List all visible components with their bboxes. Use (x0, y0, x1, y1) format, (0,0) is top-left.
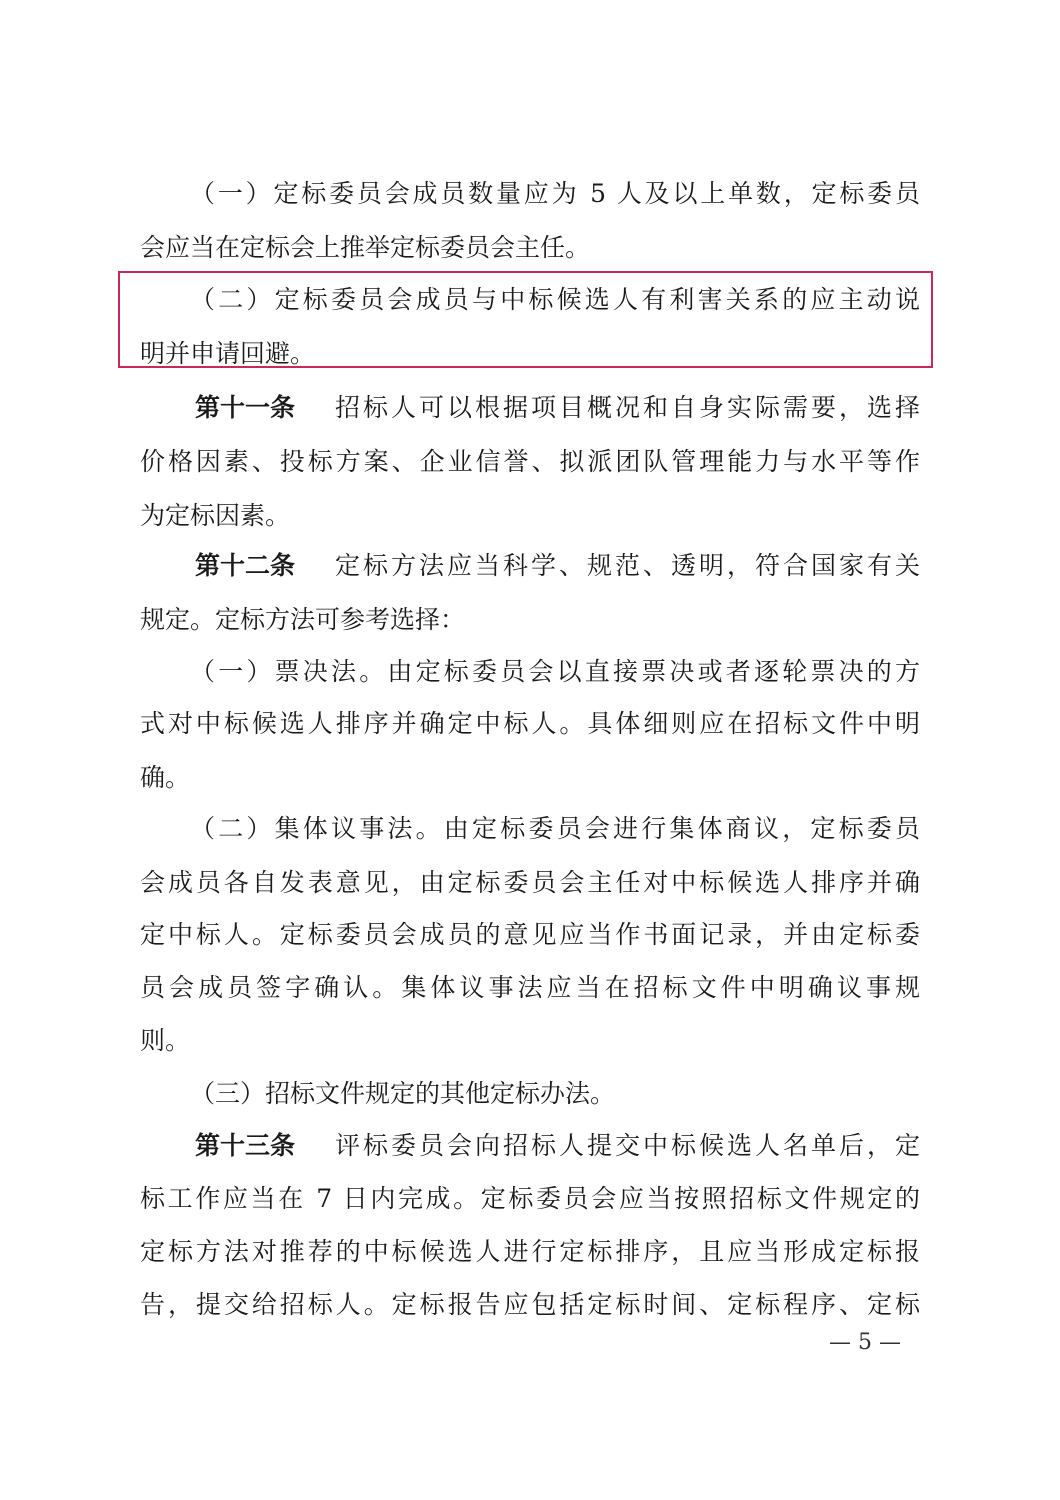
paragraph-line: 式对中标候选人排序并确定中标人。具体细则应在招标文件中明 (140, 709, 920, 738)
paragraph-line: （一）票决法。由定标委员会以直接票决或者逐轮票决的方 (190, 657, 920, 686)
paragraph-line: 定标方法对推荐的中标候选人进行定标排序，且应当形成定标报 (140, 1237, 920, 1266)
paragraph-line: （三）招标文件规定的其他定标办法。 (190, 1079, 616, 1108)
paragraph-line: 标工作应当在 7 日内完成。定标委员会应当按照招标文件规定的 (140, 1184, 920, 1213)
paragraph-line: 定标方法应当科学、规范、透明，符合国家有关 (335, 551, 920, 580)
paragraph-line: 员会成员签字确认。集体议事法应当在招标文件中明确议事规 (140, 973, 920, 1002)
paragraph-line: 评标委员会向招标人提交中标候选人名单后，定 (335, 1131, 920, 1160)
paragraph-line: 会成员各自发表意见，由定标委员会主任对中标候选人排序并确 (140, 868, 920, 897)
paragraph-line: 告，提交给招标人。定标报告应包括定标时间、定标程序、定标 (140, 1290, 920, 1319)
paragraph-line: 价格因素、投标方案、企业信誉、拟派团队管理能力与水平等作 (140, 447, 920, 476)
paragraph-line: 招标人可以根据项目概况和自身实际需要，选择 (335, 393, 920, 422)
page-number: — 5 — (829, 1330, 901, 1355)
paragraph-line: 为定标因素。 (140, 501, 291, 530)
paragraph-line: 会应当在定标会上推举定标委员会主任。 (140, 233, 591, 262)
paragraph-line: 规定。定标方法可参考选择： (140, 605, 466, 634)
paragraph-line: （一）定标委员会成员数量应为 5 人及以上单数，定标委员 (190, 179, 920, 208)
article-heading: 第十三条 (195, 1131, 296, 1160)
paragraph-line: 明并申请回避。 (140, 339, 316, 368)
article-heading: 第十一条 (195, 393, 296, 422)
paragraph-line: （二）集体议事法。由定标委员会进行集体商议，定标委员 (190, 814, 920, 843)
article-heading: 第十二条 (195, 551, 296, 580)
paragraph-line: 确。 (140, 763, 191, 792)
paragraph-line: 则。 (140, 1026, 191, 1055)
paragraph-line: （二）定标委员会成员与中标候选人有利害关系的应主动说 (190, 285, 920, 314)
paragraph-line: 定中标人。定标委员会成员的意见应当作书面记录，并由定标委 (140, 920, 920, 949)
